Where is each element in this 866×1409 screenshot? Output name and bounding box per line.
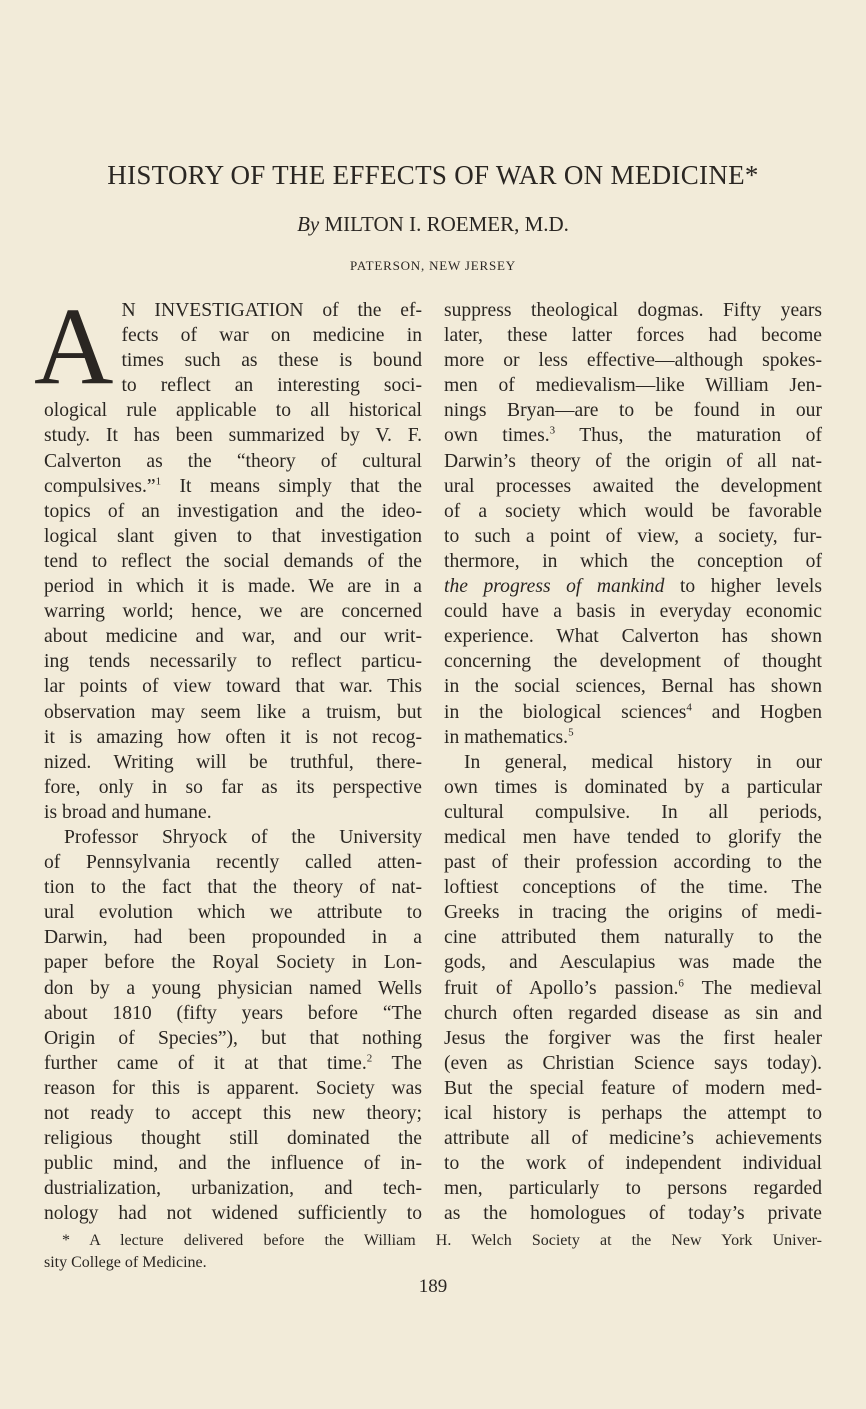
reference-marker: 5	[568, 726, 574, 739]
text-line: nized. Writing will be truthful, there-	[44, 751, 422, 773]
text-line: in the biological sciences$^4$ and Hogben	[444, 700, 822, 723]
text-line: of Pennsylvania recently called atten-	[44, 852, 422, 874]
reference-marker: 6	[678, 977, 684, 989]
text-line: dustrialization, urbanization, and tech-	[44, 1178, 422, 1200]
text-line: ural evolution which we attribute to	[44, 902, 422, 924]
text-line: own times is dominated by a particular	[444, 776, 822, 798]
text-line: is broad and humane.	[44, 801, 212, 823]
text-line: topics of an investigation and the ideo-	[44, 500, 422, 522]
reference-marker: 2	[366, 1052, 373, 1065]
text-line: fore, only in so far as its perspective	[44, 776, 422, 798]
text-line: study. It has been summarized by V. F.	[44, 425, 422, 447]
text-line: to reflect an interesting soci-	[121, 375, 422, 397]
text-line: further came of it at that time.$^2$ The	[44, 1052, 423, 1074]
text-line: church often regarded disease as sin and	[444, 1002, 822, 1024]
text-line: as the homologues of today’s private	[444, 1203, 822, 1225]
text-line: gods, and Aesculapius was made the	[444, 952, 822, 974]
text-line: attribute all of medicine’s achievements	[444, 1128, 822, 1150]
text-line: ural processes awaited the development	[444, 475, 822, 497]
text-line: lar points of view toward that war. This	[44, 676, 422, 698]
text-line: ical history is perhaps the attempt to	[444, 1103, 822, 1124]
text-line: not ready to accept this new theory;	[44, 1103, 422, 1124]
text-line: it is amazing how often it is not recog-	[44, 726, 422, 748]
drop-cap: A	[34, 285, 114, 407]
text-line: Calverton as the “theory of cultural	[44, 450, 422, 472]
text-line: fruit of Apollo’s passion.$^6$ The medieval	[444, 977, 822, 999]
text-line: But the special feature of modern med-	[444, 1077, 822, 1099]
text-line: men, particularly to persons regarded	[444, 1178, 822, 1200]
text-line: reason for this is apparent. Society was	[44, 1077, 422, 1099]
text-line: men of medievalism—like William Jen-	[444, 375, 822, 397]
emphasis: the progress of mankind	[444, 576, 665, 598]
text-line: nology had not widened sufficiently to	[44, 1203, 422, 1225]
text-line: don by a young physician named Wells	[44, 977, 422, 999]
paragraph-general	[444, 750, 822, 1227]
text-line: nings Bryan—are to be found in our	[444, 400, 822, 422]
paragraph-intro	[34, 285, 422, 825]
text-line: cine attributed them naturally to the	[444, 927, 822, 949]
text-line: period in which it is made. We are in a	[44, 576, 422, 598]
text-line: observation may seem like a truism, but	[44, 701, 422, 723]
text-line: concerning the development of thought	[444, 651, 822, 673]
left-column	[34, 285, 423, 1226]
footnote-line: sity College of Medicine.	[44, 1254, 207, 1271]
text-line: medical men have tended to glorify the	[444, 826, 822, 848]
text-line: (even as Christian Science says today).	[444, 1052, 822, 1074]
text-line: tend to reflect the social demands of the	[44, 550, 422, 572]
text-line: suppress theological dogmas. Fifty years	[444, 300, 822, 321]
byline-prefix: By	[297, 212, 320, 236]
byline	[0, 212, 866, 237]
text-line: thermore, in which the conception of	[444, 550, 822, 572]
text-line: later, these latter forces had become	[444, 325, 822, 347]
text-line: Greeks in tracing the origins of medi-	[444, 902, 822, 924]
article-title: HISTORY OF THE EFFECTS OF WAR ON MEDICINE*	[107, 160, 759, 190]
text-line: ing tends necessarily to reflect particu-	[44, 651, 422, 673]
footnote	[44, 1230, 822, 1274]
text-line: warring world; hence, we are concerned	[44, 601, 422, 623]
text-line: experience. What Calverton has shown	[444, 626, 822, 648]
text-line: compulsives.”$^1$ It means simply that the	[44, 475, 422, 497]
text-line: to the work of independent individual	[444, 1153, 822, 1175]
text-line: cultural compulsive. In all periods,	[444, 801, 822, 823]
text-line: past of their profession according to the	[444, 852, 822, 874]
text-line: ological rule applicable to all historical	[44, 400, 422, 422]
author-name: MILTON I. ROEMER, M.D.	[324, 212, 569, 236]
text-line: to such a point of view, a society, fur-	[444, 525, 822, 547]
text-line: fects of war on medicine in	[121, 325, 422, 347]
text-line: Origin of Species”), but that nothing	[44, 1027, 422, 1049]
text-line: in the social sciences, Bernal has shown	[444, 676, 822, 698]
right-column	[444, 298, 822, 1226]
text-line: loftiest conceptions of the time. The	[444, 877, 822, 899]
text-line: Darwin’s theory of the origin of all nat-	[444, 450, 822, 472]
text-line: logical slant given to that investigation	[44, 525, 422, 547]
paragraph-shryock	[44, 825, 422, 1227]
text-line: public mind, and the influence of in-	[44, 1153, 422, 1175]
text-line: more or less effective—although spokes-	[444, 350, 822, 372]
text-line: could have a basis in everyday economic	[444, 601, 822, 623]
author-location: PATERSON, NEW JERSEY	[350, 258, 516, 273]
text-line: of a society which would be favorable	[444, 500, 822, 522]
text-line: times such as these is bound	[121, 350, 422, 372]
text-line: N INVESTIGATION of the ef-	[121, 300, 422, 321]
text-line: in mathematics.$^5$	[444, 726, 574, 748]
text-line: Jesus the forgiver was the first healer	[444, 1027, 822, 1049]
footnote-line: * A lecture delivered before the William H. Welch Society at the New York Univer-	[62, 1232, 823, 1249]
text-line: own times.$^3$ Thus, the maturation of	[444, 424, 823, 447]
text-line: about 1810 (fifty years before “The	[44, 1002, 422, 1024]
text-line: Professor Shryock of the University	[64, 826, 422, 848]
text-line: Darwin, had been propounded in a	[44, 927, 422, 949]
footnote-marker: *	[62, 1232, 70, 1249]
page-number: 189	[418, 1276, 448, 1297]
reference-marker: 4	[686, 700, 692, 713]
reference-marker: 3	[549, 424, 556, 437]
text-line: In general, medical history in our	[464, 751, 822, 773]
text-line: paper before the Royal Society in Lon-	[44, 952, 422, 974]
reference-marker: 1	[155, 475, 162, 488]
text-line: about medicine and war, and our writ-	[44, 626, 422, 648]
paragraph-continued	[444, 298, 822, 750]
text-line: religious thought still dominated the	[44, 1128, 422, 1150]
text-line: tion to the fact that the theory of nat-	[44, 877, 422, 899]
text-line: the progress of mankind to higher levels	[444, 576, 823, 598]
